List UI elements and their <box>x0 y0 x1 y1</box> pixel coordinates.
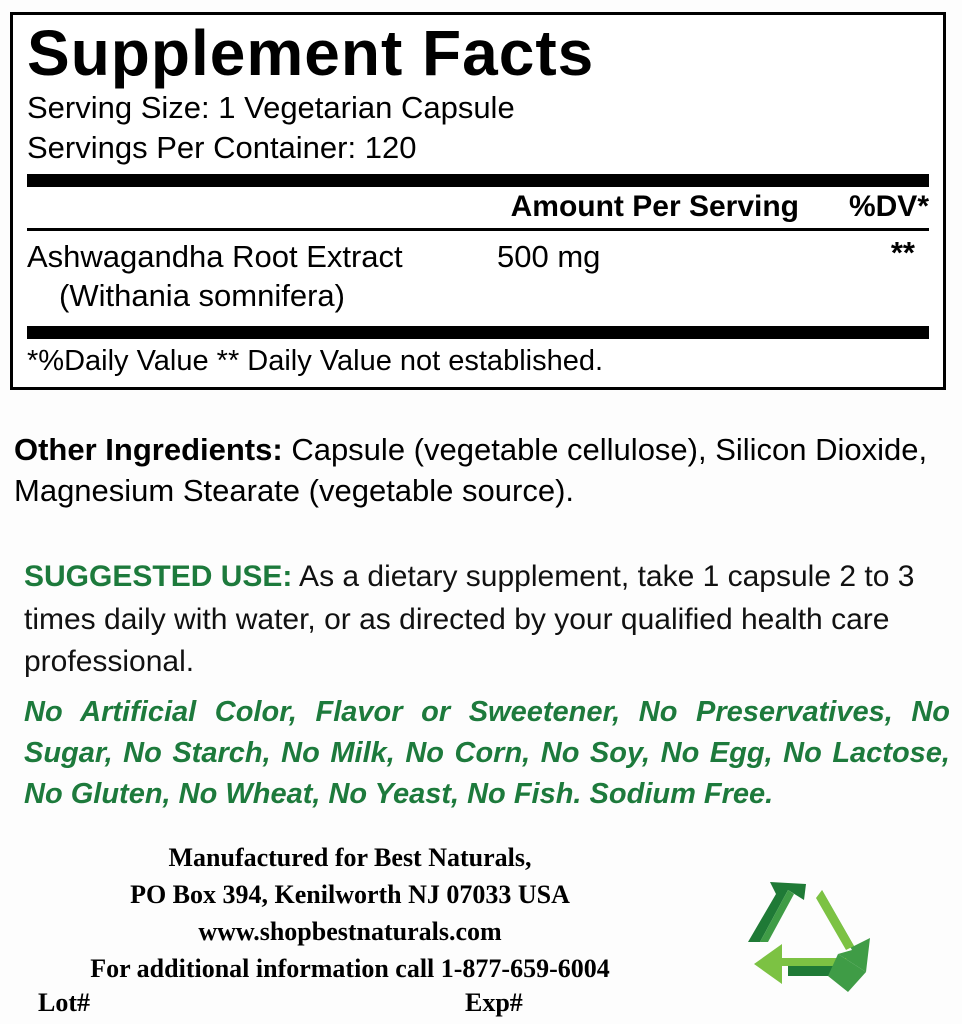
servings-per-container-text: Servings Per Container: 120 <box>27 129 417 165</box>
amount-per-serving-header-row <box>27 187 929 228</box>
manufacturer-website[interactable]: www.shopbestnaturals.com <box>198 916 502 946</box>
suggested-use-block <box>24 556 944 684</box>
ingredient-name: Ashwagandha Root Extract <box>27 238 403 274</box>
daily-value-footnote: *%Daily Value ** Daily Value not established. <box>27 344 604 377</box>
lot-number-label: Lot# <box>38 988 90 1017</box>
recycle-icon <box>742 880 882 1002</box>
supplement-facts-panel <box>10 12 946 390</box>
manufacturer-block <box>0 840 700 988</box>
panel-divider-thick-bottom <box>27 326 929 339</box>
ingredient-latin-name: (Withania somnifera) <box>59 278 345 314</box>
serving-size-text: Serving Size: 1 Vegetarian Capsule <box>27 90 515 126</box>
suggested-use-label: SUGGESTED USE: <box>24 560 293 593</box>
ingredient-row <box>27 231 929 320</box>
free-from-claims <box>24 692 950 816</box>
ingredient-primary-line <box>27 237 929 277</box>
panel-divider-thick-top <box>27 174 929 187</box>
free-from-claims-text: No Artificial Color, Flavor or Sweetener, No Preservatives, No Sugar, No Starch, No Milk, No Corn, No Soy, No Egg, No Lactose, No Gluten, No Wheat, No Yeast, No Fish. Sodium Free. <box>24 696 950 811</box>
manufacturer-address: PO Box 394, Kenilworth NJ 07033 USA <box>130 879 570 909</box>
other-ingredients-text: Capsule (vegetable cellulose), Silicon Dioxide, Magnesium Stearate (vegetable source). <box>14 432 928 508</box>
ingredient-amount: 500 mg <box>497 238 601 274</box>
amount-per-serving-label: Amount Per Serving <box>510 189 799 223</box>
suggested-use-text: As a dietary supplement, take 1 capsule 2 to 3 times daily with water, or as directed by your qualified health care professional. <box>24 560 915 679</box>
expiration-label: Exp# <box>465 988 523 1017</box>
manufacturer-phone: For additional information call 1-877-659-6004 <box>90 953 610 983</box>
supplement-facts-title: Supplement Facts <box>27 17 595 89</box>
other-ingredients-block <box>14 430 952 512</box>
other-ingredients-label: Other Ingredients: <box>14 432 283 467</box>
manufacturer-name: Manufactured for Best Naturals, <box>168 843 532 872</box>
daily-value-label: %DV* <box>848 189 929 223</box>
ingredient-daily-value: ** <box>890 234 915 270</box>
